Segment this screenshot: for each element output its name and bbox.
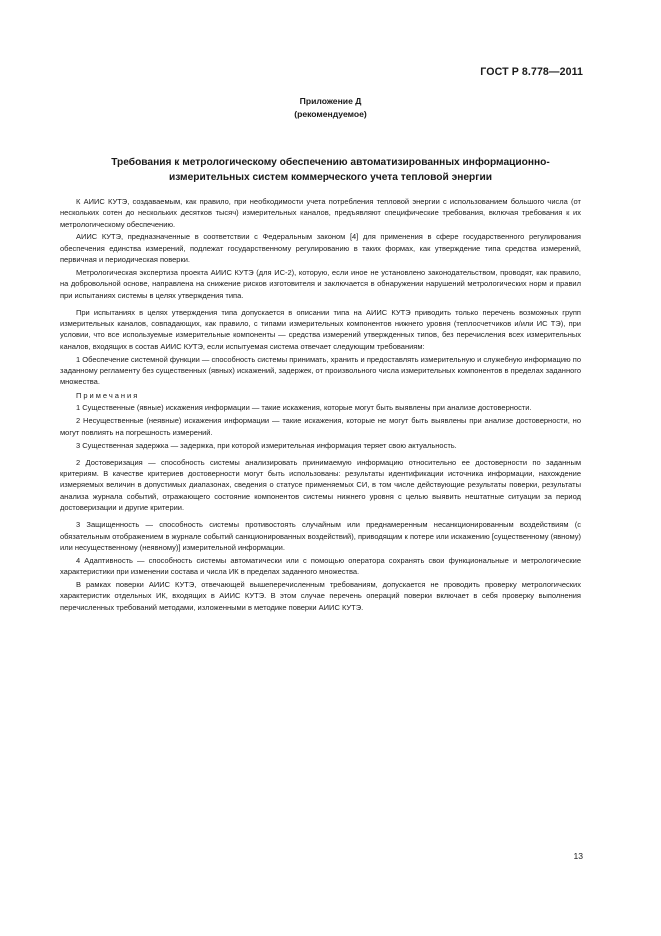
page-number: 13 bbox=[573, 851, 583, 861]
requirement-item: 1 Обеспечение системной функции — способность системы принимать, хранить и предоставлять измерительную и служебную информацию по заданному регламенту без существенных (явных) искажений, задержек, от произвольного числа измерительных компонентов в пределах заданного множества. bbox=[60, 354, 581, 387]
annex-heading bbox=[0, 95, 661, 121]
section-title bbox=[60, 155, 601, 185]
paragraph: Метрологическая экспертиза проекта АИИС КУТЭ (для ИС-2), которую, если иное не установлено законодательством, проводят, как правило, на добровольной основе, направлена на снижение рисков изготовителя и заключается в обнаружении нарушений метрологических норм и правил при испытаниях системы в целях утверждения типа. bbox=[60, 267, 581, 300]
annex-title: Приложение Д bbox=[299, 96, 362, 106]
notes-heading: Примечания bbox=[76, 390, 140, 400]
paragraph: АИИС КУТЭ, предназначенные в соответствии с Федеральным законом [4] для применения в сфере государственного регулирования обеспечения единства измерений, подлежат государственному регулированию в таких формах, как утверждение типа средства измерений, первичная и периодическая поверки. bbox=[60, 232, 581, 265]
paragraph: В рамках поверки АИИС КУТЭ, отвечающей вышеперечисленным требованиям, допускается не проводить проверку метрологических характеристик отдельных ИК, входящих в АИИС КУТЭ. В этом случае перечень операций поверки включает в себя проверку выполнения перечисленных требований методами, изложенными в методике поверки АИИС КУТЭ. bbox=[60, 579, 581, 612]
requirement-item: 4 Адаптивность — способность системы автоматически или с помощью оператора сохранять свои функциональные и метрологические характеристики при изменении состава и числа ИК в пределах заданного множества. bbox=[60, 555, 581, 577]
paragraph: При испытаниях в целях утверждения типа допускается в описании типа на АИИС КУТЭ приводить только перечень возможных групп измерительных каналов, совпадающих, как правило, с типами измерительных компонентов нижнего уровня (теплосчетчиков и/или ИС ТЭ), при условии, что все используемые измерительные компоненты — средства измерений утвержденных типов, без перечисления всех измерительных каналов, входящих в состав АИИС КУТЭ, если испытуемая система отвечает следующим требованиям: bbox=[60, 307, 581, 351]
body-text bbox=[60, 196, 581, 614]
note-item: 1 Существенные (явные) искажения информации — такие искажения, которые могут быть выявлены при анализе достоверности. bbox=[76, 403, 532, 413]
paragraph: К АИИС КУТЭ, создаваемым, как правило, при необходимости учета потребления тепловой энергии с использованием большого числа (от нескольких сотен до нескольких десятков тысяч) измерительных каналов, предъявляют специфические требования, включая требования к их метрологическому обеспечению. bbox=[60, 197, 581, 229]
annex-status: (рекомендуемое) bbox=[294, 109, 367, 119]
note-item: 3 Существенная задержка — задержка, при которой измерительная информация теряет свою актуальность. bbox=[76, 440, 457, 450]
section-title-line-2: измерительных систем коммерческого учета тепловой энергии bbox=[168, 172, 493, 183]
requirement-item: 3 Защищенность — способность системы противостоять случайным или преднамеренным несанкционированным воздействиям (с обязательным отображением в журнале событий санкционированных воздействий), приводящим к потере или искажению [существенному (явному) или несущественному (неявному)] измерительной информации. bbox=[60, 520, 581, 552]
note-item: 2 Несущественные (неявные) искажения информации — такие искажения, которые не могут быть выявлены при анализе достоверности, но могут повлиять на погрешность измерений. bbox=[60, 416, 581, 437]
standard-designation: ГОСТ Р 8.778—2011 bbox=[480, 66, 583, 78]
section-title-line-1: Требования к метрологическому обеспечению автоматизированных информационно- bbox=[111, 157, 550, 168]
requirement-item: 2 Достоверизация — способность системы анализировать принимаемую информацию относительно ее достоверности по заданным критериям. В качестве критериев достоверности могут быть использованы: результаты идентификации источника информации, нахождение измеряемых величин в допустимых диапазонах, сведения о статусе применяемых СИ, в том числе действующие результаты поверки, результаты анализа журнала событий, отражающего состояние компонентов системы нижнего уровня с целью выявить нештатные ситуации за период достоверизации и другие критерии. bbox=[60, 457, 581, 512]
